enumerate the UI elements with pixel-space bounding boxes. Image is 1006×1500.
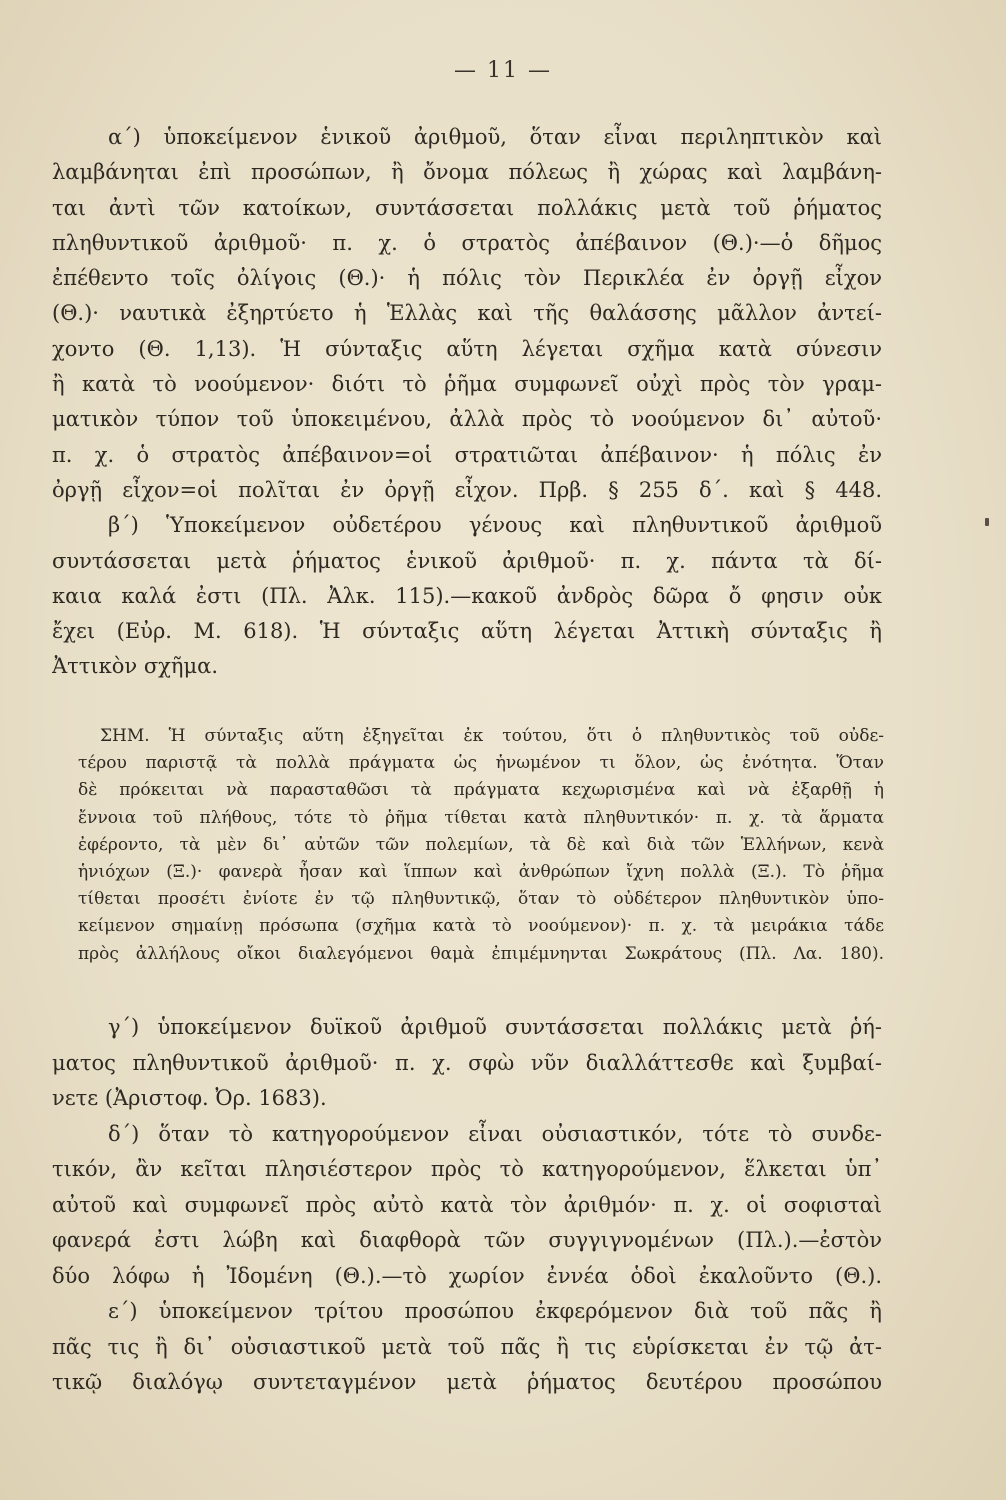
text-line: λαμβάνηται ἐπὶ προσώπων, ἢ ὄνομα πόλεως ἢ χώρας καὶ λαμβάνη- [52,160,882,185]
note-line: τέρου παριστᾷ τὰ πολλὰ πράγματα ὡς ἡνωμένον τι ὅλον, ὡς ἑνότητα. Ὅταν [78,753,884,774]
second-paragraphs [52,1010,882,1401]
text-line: π. χ. ὁ στρατὸς ἀπέβαινον=οἱ στρατιῶται ἀπέβαινον· ἡ πόλις ἐν [52,442,882,467]
text-line: (Θ.)· ναυτικὰ ἐξηρτύετο ἡ Ἑλλὰς καὶ τῆς θαλάσσης μᾶλλον ἀντεί- [52,301,882,326]
text-line: ε΄) ὑποκείμενον τρίτου προσώπου ἐκφερόμενον διὰ τοῦ πᾶς ἢ [108,1299,882,1323]
note-line: πρὸς ἀλλήλους οἴκοι διαλεγόμενοι θαμὰ ἐπιμέμνηνται Σωκράτους (Πλ. Λα. 180). [78,943,884,964]
note-line: ἐφέροντο, τὰ μὲν δι᾽ αὐτῶν τῶν πολεμίων, τὰ δὲ καὶ διὰ τῶν Ἑλλήνων, κενὰ [78,834,884,855]
note-line: δὲ πρόκειται νὰ παρασταθῶσι τὰ πράγματα κεχωρισμένα καὶ νὰ ἐξαρθῇ ἡ [78,780,884,801]
text-line: ἢ κατὰ τὸ νοούμενον· διότι τὸ ῥῆμα συμφωνεῖ οὐχὶ πρὸς τὸν γραμ- [52,372,882,397]
text-line: ἔχει (Εὐρ. Μ. 618). Ἡ σύνταξις αὕτη λέγεται Ἀττικὴ σύνταξις ἢ [52,619,882,644]
note-line: κείμενον σημαίνῃ πρόσωπα (σχῆμα κατὰ τὸ νοούμενον)· π. χ. τὰ μειράκια τάδε [78,916,884,937]
margin-mark [985,518,989,526]
text-line: νετε (Ἀριστοφ. Ὀρ. 1683). [52,1086,327,1110]
text-line: δύο λόφω ἡ Ἰδομένη (Θ.).—τὸ χωρίον ἐννέα ὁδοὶ ἐκαλοῦντο (Θ.). [52,1263,882,1288]
text-line: β΄) Ὑποκείμενον οὐδετέρου γένους καὶ πληθυντικοῦ ἀριθμοῦ [108,513,882,538]
note-line: ΣΗΜ. Ἡ σύνταξις αὕτη ἐξηγεῖται ἐκ τούτου, ὅτι ὁ πληθυντικὸς τοῦ οὐδε- [100,726,884,746]
text-line: δ΄) ὅταν τὸ κατηγορούμενον εἶναι οὐσιαστικόν, τότε τὸ συνδε- [108,1121,882,1146]
text-line: συντάσσεται μετὰ ῥήματος ἑνικοῦ ἀριθμοῦ· π. χ. πάντα τὰ δί- [52,548,882,573]
page-number: — 11 — [454,58,552,83]
text-line: πληθυντικοῦ ἀριθμοῦ· π. χ. ὁ στρατὸς ἀπέβαινον (Θ.)·—ὁ δῆμος [52,230,882,255]
text-line: χοντο (Θ. 1,13). Ἡ σύνταξις αὕτη λέγεται σχῆμα κατὰ σύνεσιν [52,336,882,361]
text-line: πᾶς τις ἢ δι᾽ οὐσιαστικοῦ μετὰ τοῦ πᾶς ἢ τις εὑρίσκεται ἐν τῷ ἀτ- [52,1334,882,1359]
text-line: α΄) ὑποκείμενον ἑνικοῦ ἀριθμοῦ, ὅταν εἶναι περιληπτικὸν καὶ [108,125,882,149]
text-line: ται ἀντὶ τῶν κατοίκων, συντάσσεται πολλάκις μετὰ τοῦ ῥήματος [52,195,882,220]
main-paragraphs [52,120,882,685]
note-line: ἡνιόχων (Ξ.)· φανερὰ ἦσαν καὶ ἵππων καὶ ἀνθρώπων ἴχνη πολλὰ (Ξ.). Τὸ ῥῆμα [78,861,884,882]
text-line: ματος πληθυντικοῦ ἀριθμοῦ· π. χ. σφὼ νῦν διαλλάττεσθε καὶ ξυμβαί- [52,1050,882,1075]
text-line: τικῷ διαλόγῳ συντεταγμένον μετὰ ῥήματος δευτέρου προσώπου [52,1370,882,1394]
text-line: ἐπέθεντο τοῖς ὀλίγοις (Θ.)· ἡ πόλις τὸν Περικλέα ἐν ὀργῇ εἶχον [52,266,882,291]
note-line: ἔννοια τοῦ πλήθους, τότε τὸ ῥῆμα τίθεται κατὰ πληθυντικόν· π. χ. τὰ ἅρματα [78,807,884,828]
note-paragraph [78,723,884,968]
text-line: τικόν, ἂν κεῖται πλησιέστερον πρὸς τὸ κατηγορούμενον, ἕλκεται ὑπ᾽ [52,1157,882,1181]
text-line: ματικὸν τύπον τοῦ ὑποκειμένου, ἀλλὰ πρὸς τὸ νοούμενον δι᾽ αὐτοῦ· [52,407,882,432]
text-line: καια καλά ἐστι (Πλ. Ἀλκ. 115).—κακοῦ ἀνδρὸς δῶρα ὄ φησιν οὐκ [52,583,882,608]
text-line: αὐτοῦ καὶ συμφωνεῖ πρὸς αὐτὸ κατὰ τὸν ἀριθμόν· π. χ. οἱ σοφισταὶ [52,1192,882,1217]
text-line: γ΄) ὑποκείμενον δυϊκοῦ ἀριθμοῦ συντάσσεται πολλάκις μετὰ ῥή- [108,1015,882,1039]
note-line: τίθεται προσέτι ἐνίοτε ἐν τῷ πληθυντικῷ, ὅταν τὸ οὐδέτερον πληθυντικὸν ὑπο- [78,889,884,910]
text-line: φανερά ἐστι λώβη καὶ διαφθορὰ τῶν συγγιγνομένων (Πλ.).—ἐστὸν [52,1228,882,1252]
text-line: Ἀττικὸν σχῆμα. [52,654,218,679]
text-line: ὀργῇ εἶχον=οἱ πολῖται ἐν ὀργῇ εἶχον. Πρβ. § 255 δ΄. καὶ § 448. [52,477,882,502]
